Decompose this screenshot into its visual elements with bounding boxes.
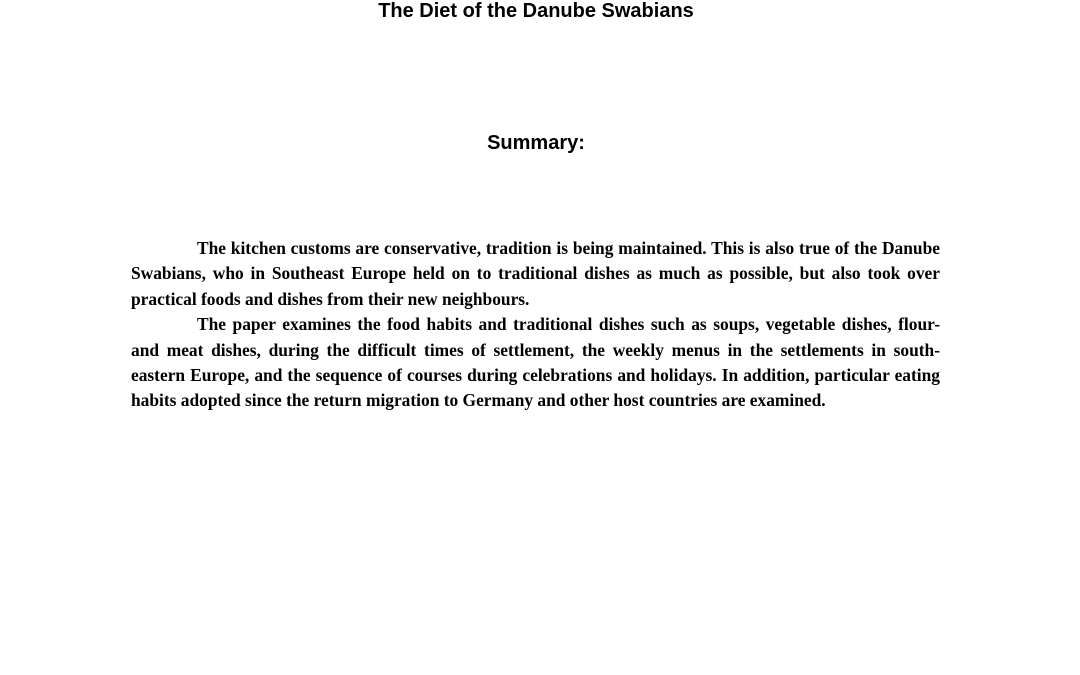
- summary-heading: Summary:: [487, 132, 585, 154]
- summary-paragraph-1: The kitchen customs are conservative, tradition is being maintained. This is also true of the Danube Swabians, who in Southeast Europe held on to traditional dishes as much as possible, but also took over practical foods and dishes from their new neighbours.: [131, 238, 940, 309]
- summary-paragraph-2: The paper examines the food habits and traditional dishes such as soups, vegetable dishes, flour- and meat dishes, during the difficult times of settlement, the weekly menus in the settlements in south-eastern Europe, and the sequence of courses during celebrations and holidays. In addition, particular eating habits adopted since the return migration to Germany and other host countries are examined.: [131, 314, 940, 411]
- summary-body: [131, 236, 940, 414]
- document-title: The Diet of the Danube Swabians: [378, 0, 694, 22]
